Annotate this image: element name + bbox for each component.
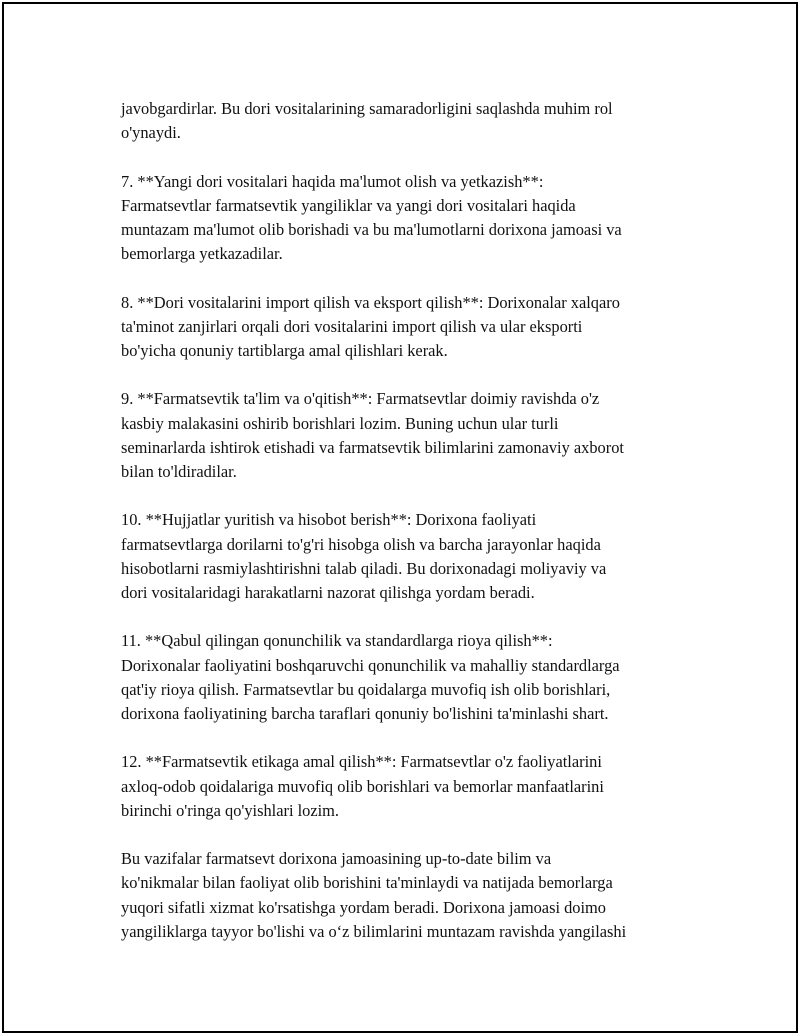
text-line: bo'yicha qonuniy tartiblarga amal qilishlari kerak. — [121, 341, 448, 360]
text-line: dori vositalaridagi harakatlarni nazorat qilishga yordam beradi. — [121, 583, 535, 602]
text-line: 7. **Yangi dori vositalari haqida ma'lumot olish va yetkazish**: — [121, 171, 544, 191]
document-body — [121, 97, 691, 968]
text-line: farmatsevtlarga dorilarni to'g'ri hisobga olish va barcha jarayonlar haqida — [121, 534, 601, 554]
paragraph-item-11 — [121, 629, 691, 726]
text-line: dorixona faoliyatining barcha taraflari qonuniy bo'lishini ta'minlashi shart. — [121, 704, 609, 723]
text-line: ta'minot zanjirlari orqali dori vositalarini import qilish va ular eksporti — [121, 316, 583, 336]
paragraph-item-12 — [121, 750, 691, 823]
text-line: yuqori sifatli xizmat ko'rsatishga yordam beradi. Dorixona jamoasi doimo — [121, 897, 607, 917]
text-line: kasbiy malakasini oshirib borishlari lozim. Buning uchun ular turli — [121, 413, 559, 433]
text-line: birinchi o'ringa qo'yishlari lozim. — [121, 800, 340, 820]
paragraph-item-9 — [121, 387, 691, 484]
text-line: seminarlarda ishtirok etishadi va farmatsevtik bilimlarini zamonaviy axborot — [121, 437, 624, 457]
page-frame — [2, 2, 798, 1033]
text-line: 11. **Qabul qilingan qonunchilik va standardlarga rioya qilish**: — [121, 631, 553, 651]
paragraph-item-8 — [121, 291, 691, 364]
text-line: Bu vazifalar farmatsevt dorixona jamoasining up-to-date bilim va — [121, 849, 552, 869]
text-line: o'ynaydi. — [121, 123, 181, 143]
text-line: axloq-odob qoidalariga muvofiq olib borishlari va bemorlar manfaatlarini — [121, 776, 604, 796]
text-line: ko'nikmalar bilan faoliyat olib borishini ta'minlaydi va natijada bemorlarga — [121, 873, 613, 893]
text-line: Dorixonalar faoliyatini boshqaruvchi qonunchilik va mahalliy standardlarga — [121, 655, 620, 675]
text-line: bemorlarga yetkazadilar. — [121, 244, 283, 264]
text-line: bilan to'ldiradilar. — [121, 462, 237, 481]
paragraph-continuation — [121, 97, 691, 145]
paragraph-conclusion — [121, 847, 691, 944]
paragraph-item-7 — [121, 170, 691, 267]
text-line: hisobotlarni rasmiylashtirishni talab qiladi. Bu dorixonadagi moliyaviy va — [121, 558, 607, 578]
text-line: Farmatsevtlar farmatsevtik yangiliklar va yangi dori vositalari haqida — [121, 195, 576, 215]
text-line: qat'iy rioya qilish. Farmatsevtlar bu qoidalarga muvofiq ish olib borishlari, — [121, 679, 611, 699]
text-line: muntazam ma'lumot olib borishadi va bu ma'lumotlarni dorixona jamoasi va — [121, 220, 622, 239]
text-line: 8. **Dori vositalarini import qilish va eksport qilish**: Dorixonalar xalqaro — [121, 292, 620, 312]
text-line: javobgardirlar. Bu dori vositalarining samaradorligini saqlashda muhim rol — [121, 99, 613, 118]
text-line: 12. **Farmatsevtik etikaga amal qilish**: Farmatsevtlar o'z faoliyatlarini — [121, 752, 602, 772]
paragraph-item-10 — [121, 508, 691, 605]
text-line: 9. **Farmatsevtik ta'lim va o'qitish**: Farmatsevtlar doimiy ravishda o'z — [121, 389, 600, 409]
text-line: yangiliklarga tayyor bo'lishi va o‘z bilimlarini muntazam ravishda yangilashi — [121, 921, 627, 941]
text-line: 10. **Hujjatlar yuritish va hisobot berish**: Dorixona faoliyati — [121, 510, 537, 530]
